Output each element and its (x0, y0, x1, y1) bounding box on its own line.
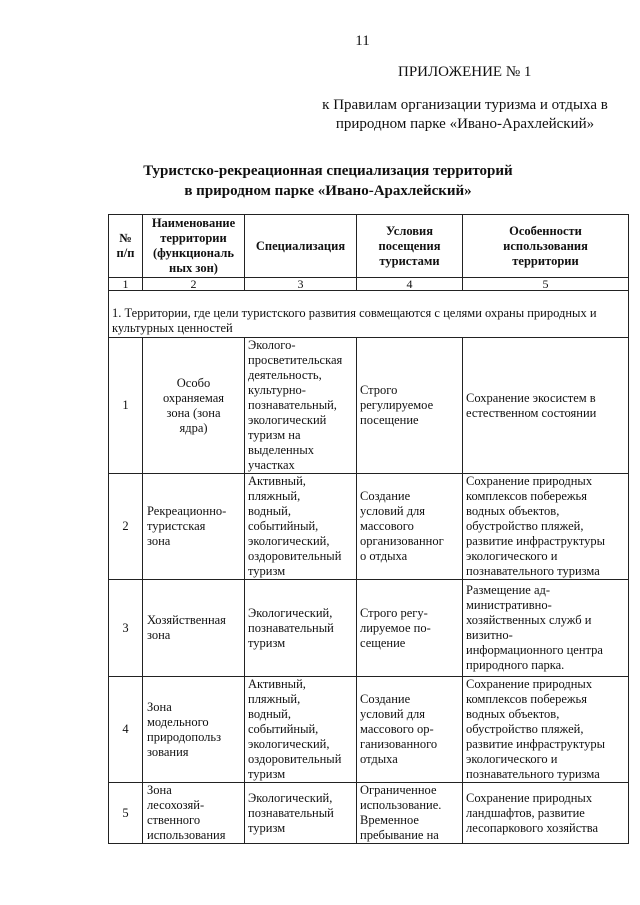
cell-line: министративно- (466, 598, 552, 612)
cell-line: охраняемая (162, 390, 225, 405)
zone-conditions (357, 580, 463, 677)
cell-line: № (119, 231, 132, 245)
cell-line: массового (360, 519, 414, 533)
cell-line: выделенных (248, 443, 315, 457)
cell-line: естественном состоянии (466, 405, 597, 420)
cell-line: экологического и (466, 549, 558, 563)
cell-line: Активный, (248, 474, 306, 488)
cell-line: туризм (248, 820, 286, 835)
cell-line: деятельность, (248, 368, 322, 382)
cell-line: модельного (147, 714, 209, 729)
cell-line: комплексов побережья (466, 489, 587, 503)
zones-table (108, 214, 629, 844)
zone-specialization (245, 474, 357, 580)
appendix-subtitle (300, 96, 630, 134)
col-number: 4 (357, 278, 463, 291)
cell-line: Строго (360, 383, 398, 397)
cell-line: зования (147, 744, 189, 759)
col-number: 3 (245, 278, 357, 291)
section-line-1: 1. Территории, где цели туристского развития совмещаются с целями охраны природных и (112, 306, 597, 320)
cell-line: условий для (360, 707, 426, 721)
cell-line: экологического и (466, 752, 558, 766)
cell-line: познавательный (248, 620, 334, 635)
cell-line: использования (147, 828, 226, 842)
zone-features (463, 677, 629, 783)
page-number: 11 (355, 33, 370, 49)
cell-line: участках (248, 458, 295, 472)
cell-line: посещение (360, 413, 419, 427)
cell-line: водный, (248, 504, 291, 518)
cell-line: обустройство пляжей, (466, 519, 584, 533)
cell-line: событийный, (248, 722, 319, 736)
header-specialization (245, 215, 357, 278)
cell-line: Сохранение природных (466, 677, 593, 691)
cell-line: хозяйственных служб и (466, 613, 592, 627)
cell-line: развитие инфраструктуры (466, 737, 606, 751)
cell-line: Активный, (248, 677, 306, 691)
zone-specialization (245, 338, 357, 474)
cell-line: туризм (248, 635, 286, 650)
table-row (109, 338, 629, 474)
cell-line: регулируемое (360, 398, 434, 412)
title-line-2: в природном парке «Ивано-Арахлейский» (184, 183, 472, 199)
cell-line: познавательного туризма (466, 767, 600, 781)
zone-name (143, 677, 245, 783)
table-row (109, 783, 629, 844)
cell-line: зона (147, 628, 171, 642)
header-features (463, 215, 629, 278)
appendix-label: ПРИЛОЖЕНИЕ № 1 (398, 64, 532, 80)
header-conditions (357, 215, 463, 278)
row-num: 1 (109, 338, 143, 474)
zone-name (143, 474, 245, 580)
col-number: 2 (143, 278, 245, 291)
cell-line: Сохранение природных (466, 474, 593, 488)
table-row (109, 580, 629, 677)
cell-line: познавательный, (248, 398, 337, 412)
cell-line: лируемое по- (360, 620, 431, 635)
cell-line: использование. (360, 798, 442, 812)
cell-line: (функциональ (153, 246, 234, 260)
cell-line: комплексов побережья (466, 692, 587, 706)
col-number: 1 (109, 278, 143, 291)
cell-line: Строго регу- (360, 605, 428, 620)
zone-features (463, 474, 629, 580)
cell-line: водных объектов, (466, 707, 560, 721)
cell-line: пребывание на (360, 828, 439, 842)
cell-line: использования (503, 238, 588, 253)
cell-line: сещение (360, 635, 406, 650)
cell-line: ных зон) (169, 261, 218, 275)
cell-line: Зона (147, 783, 172, 797)
zone-conditions (357, 677, 463, 783)
cell-line: пляжный, (248, 489, 301, 503)
row-num: 5 (109, 783, 143, 844)
cell-line: оздоровительный (248, 752, 342, 766)
cell-line: Наименование (151, 216, 236, 230)
cell-line: зона (зона (166, 405, 221, 420)
cell-line: туризм (248, 564, 286, 578)
zone-conditions (357, 474, 463, 580)
appendix-line-1: к Правилам организации туризма и отдыха в (322, 97, 608, 113)
cell-line: отдыха (360, 752, 398, 766)
cell-line: водный, (248, 707, 291, 721)
cell-line: туризм (248, 767, 286, 781)
cell-line: Создание (360, 692, 411, 706)
cell-line: о отдыха (360, 549, 408, 563)
row-num: 4 (109, 677, 143, 783)
cell-line: зона (147, 534, 171, 548)
cell-line: природного парка. (466, 658, 565, 672)
cell-line: территории (512, 253, 579, 268)
cell-line: Создание (360, 489, 411, 503)
cell-line: массового ор- (360, 722, 434, 736)
title-line-1: Туристско-рекреационная специализация территорий (143, 163, 513, 179)
cell-line: познавательного туризма (466, 564, 600, 578)
cell-line: пляжный, (248, 692, 301, 706)
zone-name (143, 783, 245, 844)
row-num: 2 (109, 474, 143, 580)
cell-line: ственного (147, 813, 201, 827)
table-row (109, 677, 629, 783)
cell-line: Особо (176, 375, 211, 390)
header-num (109, 215, 143, 278)
cell-line: экологический, (248, 737, 330, 751)
table-row (109, 474, 629, 580)
cell-line: культурно- (248, 383, 306, 397)
zone-features (463, 338, 629, 474)
cell-line: обустройство пляжей, (466, 722, 584, 736)
cell-line: Временное (360, 813, 419, 827)
section-line-2: культурных ценностей (112, 321, 233, 335)
cell-line: туристская (147, 519, 206, 533)
cell-line: экологический (248, 413, 327, 427)
cell-line: Сохранение природных (466, 790, 593, 805)
cell-line: Хозяйственная (147, 613, 226, 627)
zone-conditions (357, 783, 463, 844)
cell-line: посещения (378, 238, 441, 253)
appendix-line-2: природном парке «Ивано-Арахлейский» (335, 116, 595, 132)
table-header-row (109, 215, 629, 278)
cell-line: природопольз (147, 729, 222, 744)
zone-specialization (245, 580, 357, 677)
cell-line: экологический, (248, 534, 330, 548)
document-title (118, 161, 538, 201)
cell-line: Специализация (255, 238, 346, 253)
cell-line: территории (160, 231, 227, 245)
cell-line: информационного центра (466, 643, 603, 657)
cell-line: ганизованного (360, 737, 438, 751)
cell-line: туристами (379, 253, 440, 268)
col-number: 5 (463, 278, 629, 291)
cell-line: организованног (360, 534, 444, 548)
zone-specialization (245, 677, 357, 783)
zone-features (463, 580, 629, 677)
cell-line: оздоровительный (248, 549, 342, 563)
zone-features (463, 783, 629, 844)
header-name (143, 215, 245, 278)
cell-line: Зона (147, 699, 172, 714)
cell-line: лесопаркового хозяйства (466, 820, 599, 835)
cell-line: ландшафтов, развитие (466, 805, 585, 820)
zone-conditions (357, 338, 463, 474)
cell-line: условий для (360, 504, 426, 518)
cell-line: лесохозяй- (147, 798, 205, 812)
cell-line: Экологический, (248, 605, 333, 620)
cell-line: Эколого- (248, 338, 296, 352)
cell-line: туризм на (248, 428, 301, 442)
cell-line: развитие инфраструктуры (466, 534, 606, 548)
row-num: 3 (109, 580, 143, 677)
cell-line: Экологический, (248, 790, 333, 805)
cell-line: событийный, (248, 519, 319, 533)
zone-name (143, 580, 245, 677)
cell-line: Условия (385, 223, 434, 238)
cell-line: Сохранение экосистем в (466, 390, 596, 405)
cell-line: Ограниченное (360, 783, 437, 797)
cell-line: Рекреационно- (147, 504, 227, 518)
zone-name (143, 338, 245, 474)
section-row (109, 291, 629, 338)
cell-line: Особенности (509, 223, 582, 238)
zone-specialization (245, 783, 357, 844)
cell-line: визитно- (466, 628, 513, 642)
cell-line: п/п (116, 246, 135, 260)
column-number-row (109, 278, 629, 291)
cell-line: просветительская (248, 353, 343, 367)
cell-line: познавательный (248, 805, 334, 820)
cell-line: ядра) (179, 420, 208, 435)
section-heading (109, 291, 629, 338)
cell-line: водных объектов, (466, 504, 560, 518)
cell-line: Размещение ад- (466, 583, 551, 597)
